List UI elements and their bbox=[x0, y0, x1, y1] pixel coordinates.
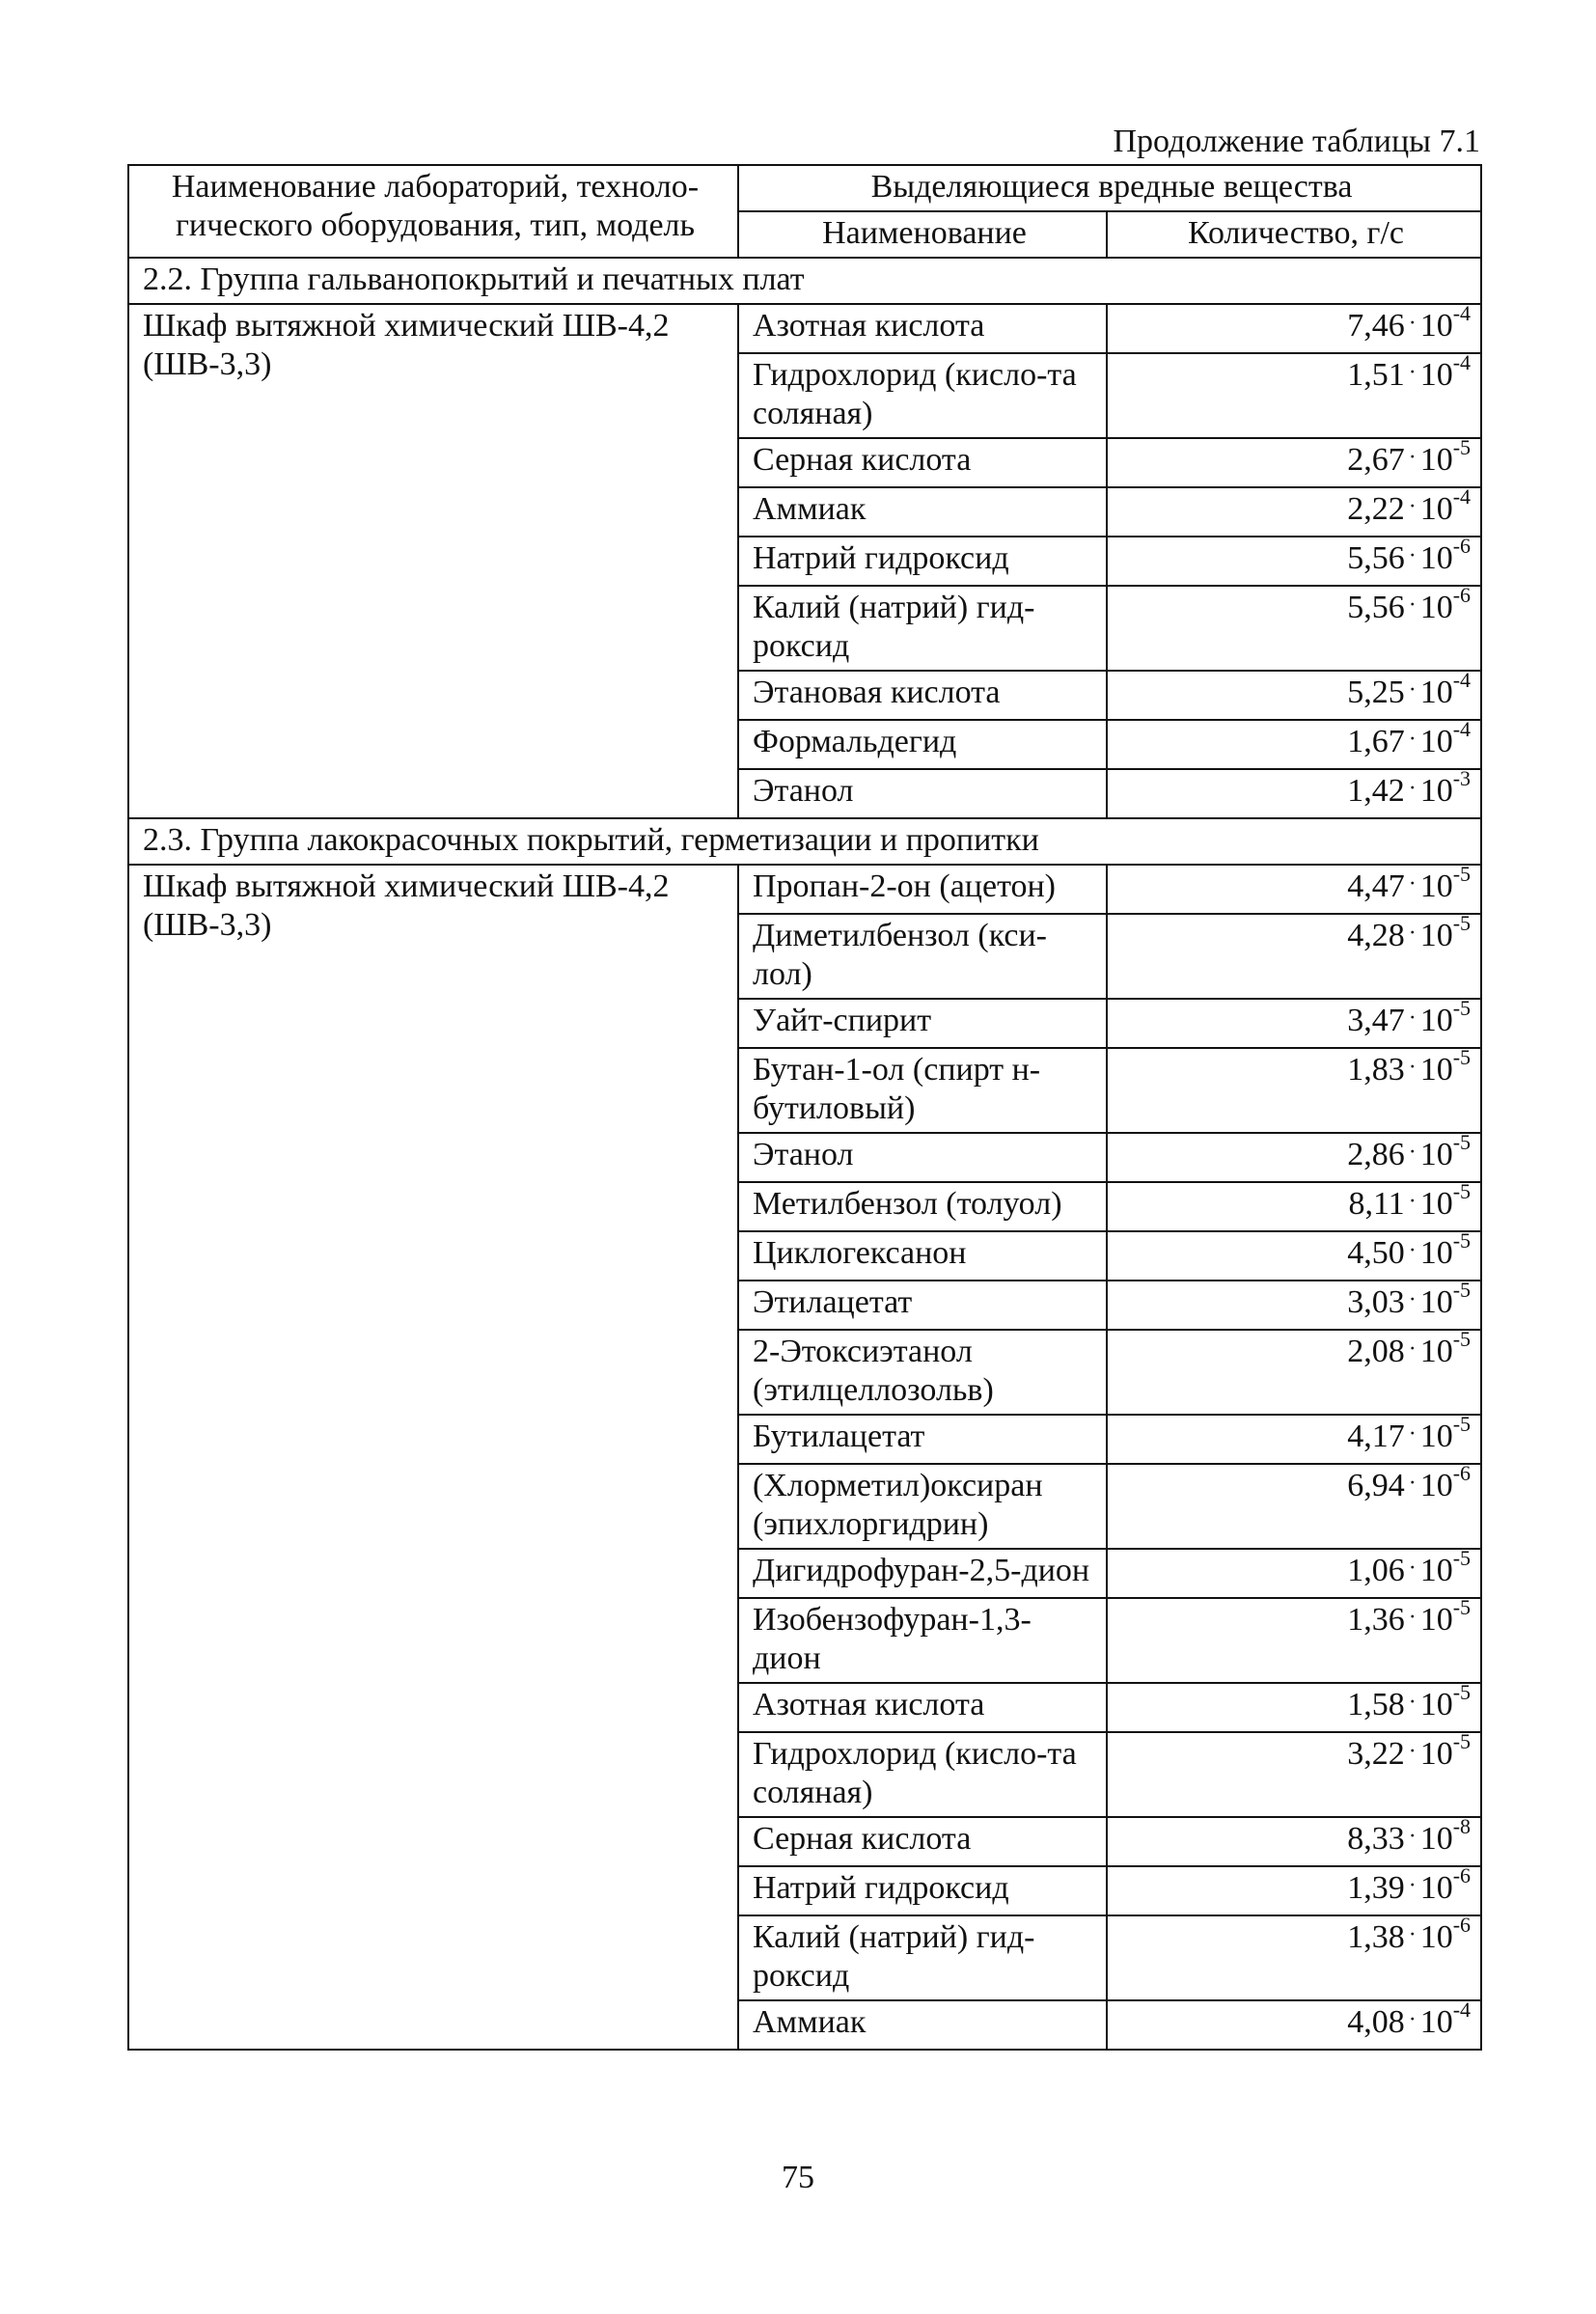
quantity-exponent: -5 bbox=[1452, 1728, 1472, 1753]
quantity-exponent: -8 bbox=[1452, 1813, 1472, 1838]
substance-name: Уайт-спирит bbox=[738, 999, 1107, 1048]
quantity-mantissa: 1,39 bbox=[1347, 1870, 1405, 1906]
quantity-exponent: -6 bbox=[1452, 582, 1472, 607]
quantity-base: 10 bbox=[1419, 491, 1453, 527]
quantity-mantissa: 1,38 bbox=[1347, 1919, 1405, 1955]
substance-quantity bbox=[1107, 1044, 1481, 1133]
quantity-mantissa: 4,47 bbox=[1347, 868, 1405, 904]
multiply-dot: · bbox=[1408, 1739, 1417, 1764]
quantity-mantissa: 2,67 bbox=[1347, 442, 1405, 478]
quantity-mantissa: 1,06 bbox=[1347, 1553, 1405, 1588]
quantity-exponent: -5 bbox=[1452, 1679, 1472, 1704]
multiply-dot: · bbox=[1408, 1922, 1417, 1947]
quantity-mantissa: 4,50 bbox=[1347, 1235, 1405, 1271]
quantity-exponent: -5 bbox=[1452, 434, 1472, 459]
quantity-base: 10 bbox=[1419, 1919, 1453, 1955]
substance-quantity bbox=[1107, 910, 1481, 999]
quantity-base: 10 bbox=[1419, 1284, 1453, 1320]
substance-quantity bbox=[1107, 995, 1481, 1048]
substance-quantity bbox=[1107, 1277, 1481, 1330]
substance-quantity bbox=[1107, 483, 1481, 537]
quantity-base: 10 bbox=[1419, 2004, 1453, 2040]
quantity-base: 10 bbox=[1419, 1419, 1453, 1454]
quantity-exponent: -4 bbox=[1452, 667, 1472, 692]
substance-name: Азотная кислота bbox=[738, 1683, 1107, 1732]
quantity-base: 10 bbox=[1419, 1003, 1453, 1038]
header-substance-name: Наименование bbox=[738, 211, 1107, 258]
table-continuation-label: Продолжение таблицы 7.1 bbox=[1113, 124, 1480, 159]
substance-quantity bbox=[1107, 1227, 1481, 1281]
quantity-base: 10 bbox=[1419, 675, 1453, 710]
quantity-base: 10 bbox=[1419, 1870, 1453, 1906]
quantity-mantissa: 7,46 bbox=[1347, 308, 1405, 344]
page-number: 75 bbox=[782, 2160, 814, 2195]
substance-quantity bbox=[1107, 1545, 1481, 1598]
substance-quantity bbox=[1107, 861, 1481, 914]
substance-name: Серная кислота bbox=[738, 438, 1107, 487]
multiply-dot: · bbox=[1408, 1055, 1417, 1080]
quantity-mantissa: 4,08 bbox=[1347, 2004, 1405, 2040]
table-row bbox=[128, 304, 1481, 353]
substance-name: Гидрохлорид (кисло-та соляная) bbox=[738, 353, 1107, 438]
quantity-base: 10 bbox=[1419, 357, 1453, 393]
substance-name: Серная кислота bbox=[738, 1817, 1107, 1866]
header-row-1 bbox=[128, 165, 1481, 211]
quantity-mantissa: 4,17 bbox=[1347, 1419, 1405, 1454]
section-title-row bbox=[128, 818, 1481, 865]
multiply-dot: · bbox=[1408, 494, 1417, 519]
quantity-base: 10 bbox=[1419, 1186, 1453, 1222]
substance-name: (Хлорметил)оксиран (эпихлоргидрин) bbox=[738, 1464, 1107, 1549]
substance-quantity bbox=[1107, 349, 1481, 438]
quantity-mantissa: 1,36 bbox=[1347, 1602, 1405, 1638]
substance-name: Этанол bbox=[738, 1133, 1107, 1182]
quantity-base: 10 bbox=[1419, 1334, 1453, 1369]
quantity-mantissa: 6,94 bbox=[1347, 1468, 1405, 1503]
multiply-dot: · bbox=[1408, 1238, 1417, 1263]
multiply-dot: · bbox=[1408, 1140, 1417, 1165]
quantity-base: 10 bbox=[1419, 724, 1453, 759]
multiply-dot: · bbox=[1408, 592, 1417, 618]
substance-name: Гидрохлорид (кисло-та соляная) bbox=[738, 1732, 1107, 1817]
quantity-base: 10 bbox=[1419, 1602, 1453, 1638]
multiply-dot: · bbox=[1408, 1824, 1417, 1849]
substance-name: Диметилбензол (кси-лол) bbox=[738, 914, 1107, 999]
quantity-base: 10 bbox=[1419, 918, 1453, 953]
multiply-dot: · bbox=[1408, 776, 1417, 801]
multiply-dot: · bbox=[1408, 1189, 1417, 1214]
substance-name: 2-Этоксиэтанол (этилцеллозольв) bbox=[738, 1330, 1107, 1415]
substance-quantity bbox=[1107, 1679, 1481, 1732]
section-title: 2.3. Группа лакокрасочных покрытий, герметизации и пропитки bbox=[128, 818, 1481, 865]
quantity-base: 10 bbox=[1419, 540, 1453, 576]
substance-name: Калий (натрий) гид-роксид bbox=[738, 586, 1107, 671]
quantity-mantissa: 1,58 bbox=[1347, 1687, 1405, 1722]
substance-name: Метилбензол (толуол) bbox=[738, 1182, 1107, 1231]
substance-name: Этилацетат bbox=[738, 1281, 1107, 1330]
quantity-base: 10 bbox=[1419, 1137, 1453, 1172]
substance-quantity bbox=[1107, 434, 1481, 487]
substance-name: Циклогексанон bbox=[738, 1231, 1107, 1281]
multiply-dot: · bbox=[1408, 311, 1417, 336]
multiply-dot: · bbox=[1408, 2007, 1417, 2032]
quantity-mantissa: 2,86 bbox=[1347, 1137, 1405, 1172]
multiply-dot: · bbox=[1408, 1690, 1417, 1715]
substance-name: Калий (натрий) гид-роксид bbox=[738, 1915, 1107, 2000]
quantity-exponent: -5 bbox=[1452, 995, 1472, 1020]
quantity-mantissa: 2,08 bbox=[1347, 1334, 1405, 1369]
header-quantity: Количество, г/с bbox=[1107, 211, 1481, 258]
multiply-dot: · bbox=[1408, 1421, 1417, 1446]
quantity-base: 10 bbox=[1419, 308, 1453, 344]
quantity-mantissa: 8,33 bbox=[1347, 1821, 1405, 1857]
multiply-dot: · bbox=[1408, 1287, 1417, 1312]
quantity-exponent: -5 bbox=[1452, 1227, 1472, 1253]
quantity-base: 10 bbox=[1419, 773, 1453, 809]
quantity-exponent: -5 bbox=[1452, 1411, 1472, 1436]
substance-quantity bbox=[1107, 1129, 1481, 1182]
quantity-mantissa: 3,03 bbox=[1347, 1284, 1405, 1320]
quantity-exponent: -5 bbox=[1452, 1594, 1472, 1619]
quantity-exponent: -5 bbox=[1452, 1277, 1472, 1302]
substance-name: Бутилацетат bbox=[738, 1415, 1107, 1464]
substance-name: Аммиак bbox=[738, 487, 1107, 537]
substance-quantity bbox=[1107, 716, 1481, 769]
substance-quantity bbox=[1107, 765, 1481, 818]
multiply-dot: · bbox=[1408, 1471, 1417, 1496]
substance-quantity bbox=[1107, 1326, 1481, 1415]
quantity-exponent: -5 bbox=[1452, 861, 1472, 886]
multiply-dot: · bbox=[1408, 445, 1417, 470]
substance-quantity bbox=[1107, 1862, 1481, 1915]
multiply-dot: · bbox=[1408, 871, 1417, 896]
header-equipment: Наименование лабораторий, техноло-гического оборудования, тип, модель bbox=[128, 165, 738, 258]
substance-quantity bbox=[1107, 1728, 1481, 1817]
table-row bbox=[128, 865, 1481, 914]
quantity-exponent: -4 bbox=[1452, 483, 1472, 509]
emissions-table bbox=[127, 164, 1482, 2051]
substance-quantity bbox=[1107, 1813, 1481, 1866]
section-title: 2.2. Группа гальванопокрытий и печатных плат bbox=[128, 258, 1481, 304]
quantity-base: 10 bbox=[1419, 1235, 1453, 1271]
substance-quantity bbox=[1107, 1594, 1481, 1683]
substance-name: Натрий гидроксид bbox=[738, 1866, 1107, 1915]
multiply-dot: · bbox=[1408, 727, 1417, 752]
quantity-mantissa: 2,22 bbox=[1347, 491, 1405, 527]
quantity-exponent: -4 bbox=[1452, 300, 1472, 325]
quantity-exponent: -5 bbox=[1452, 1545, 1472, 1570]
substance-name: Формальдегид bbox=[738, 720, 1107, 769]
quantity-exponent: -4 bbox=[1452, 349, 1472, 374]
quantity-mantissa: 3,47 bbox=[1347, 1003, 1405, 1038]
quantity-exponent: -6 bbox=[1452, 1912, 1472, 1937]
substance-quantity bbox=[1107, 533, 1481, 586]
substance-quantity bbox=[1107, 300, 1481, 353]
substance-quantity bbox=[1107, 1178, 1481, 1231]
substance-name: Натрий гидроксид bbox=[738, 537, 1107, 586]
multiply-dot: · bbox=[1408, 543, 1417, 568]
quantity-base: 10 bbox=[1419, 1687, 1453, 1722]
quantity-exponent: -4 bbox=[1452, 716, 1472, 741]
quantity-exponent: -5 bbox=[1452, 1044, 1472, 1069]
substance-name: Бутан-1-ол (спирт н-бутиловый) bbox=[738, 1048, 1107, 1133]
quantity-mantissa: 3,22 bbox=[1347, 1736, 1405, 1772]
substance-quantity bbox=[1107, 1411, 1481, 1464]
substance-name: Изобензофуран-1,3-дион bbox=[738, 1598, 1107, 1683]
equipment-cell: Шкаф вытяжной химический ШВ-4,2 (ШВ-3,3) bbox=[128, 865, 738, 2050]
quantity-mantissa: 5,25 bbox=[1347, 675, 1405, 710]
quantity-mantissa: 5,56 bbox=[1347, 540, 1405, 576]
substance-name: Этанол bbox=[738, 769, 1107, 818]
multiply-dot: · bbox=[1408, 1873, 1417, 1898]
quantity-base: 10 bbox=[1419, 1821, 1453, 1857]
quantity-exponent: -6 bbox=[1452, 533, 1472, 558]
substance-name: Пропан-2-он (ацетон) bbox=[738, 865, 1107, 914]
substance-name: Аммиак bbox=[738, 2000, 1107, 2050]
quantity-exponent: -3 bbox=[1452, 765, 1472, 790]
substance-quantity bbox=[1107, 1912, 1481, 2000]
equipment-cell: Шкаф вытяжной химический ШВ-4,2 (ШВ-3,3) bbox=[128, 304, 738, 818]
quantity-exponent: -6 bbox=[1452, 1460, 1472, 1485]
quantity-base: 10 bbox=[1419, 442, 1453, 478]
substance-name: Этановая кислота bbox=[738, 671, 1107, 720]
quantity-base: 10 bbox=[1419, 590, 1453, 625]
quantity-exponent: -6 bbox=[1452, 1862, 1472, 1887]
quantity-mantissa: 1,51 bbox=[1347, 357, 1405, 393]
substance-quantity bbox=[1107, 667, 1481, 720]
quantity-base: 10 bbox=[1419, 1736, 1453, 1772]
quantity-mantissa: 4,28 bbox=[1347, 918, 1405, 953]
multiply-dot: · bbox=[1408, 360, 1417, 385]
multiply-dot: · bbox=[1408, 921, 1417, 946]
multiply-dot: · bbox=[1408, 1556, 1417, 1581]
quantity-exponent: -5 bbox=[1452, 910, 1472, 935]
substance-quantity bbox=[1107, 582, 1481, 671]
quantity-mantissa: 1,42 bbox=[1347, 773, 1405, 809]
quantity-mantissa: 1,67 bbox=[1347, 724, 1405, 759]
multiply-dot: · bbox=[1408, 677, 1417, 702]
substance-quantity bbox=[1107, 1997, 1481, 2050]
quantity-mantissa: 1,83 bbox=[1347, 1052, 1405, 1088]
quantity-base: 10 bbox=[1419, 1052, 1453, 1088]
quantity-exponent: -5 bbox=[1452, 1326, 1472, 1351]
quantity-mantissa: 5,56 bbox=[1347, 590, 1405, 625]
quantity-base: 10 bbox=[1419, 868, 1453, 904]
header-substances-group: Выделяющиеся вредные вещества bbox=[738, 165, 1481, 211]
section-title-row bbox=[128, 258, 1481, 304]
quantity-exponent: -5 bbox=[1452, 1129, 1472, 1154]
substance-name: Дигидрофуран-2,5-дион bbox=[738, 1549, 1107, 1598]
multiply-dot: · bbox=[1408, 1005, 1417, 1031]
quantity-exponent: -4 bbox=[1452, 1997, 1472, 2022]
quantity-base: 10 bbox=[1419, 1468, 1453, 1503]
multiply-dot: · bbox=[1408, 1605, 1417, 1630]
substance-quantity bbox=[1107, 1460, 1481, 1549]
quantity-base: 10 bbox=[1419, 1553, 1453, 1588]
substance-name: Азотная кислота bbox=[738, 304, 1107, 353]
quantity-mantissa: 8,11 bbox=[1348, 1186, 1405, 1222]
quantity-exponent: -5 bbox=[1452, 1178, 1472, 1203]
multiply-dot: · bbox=[1408, 1336, 1417, 1362]
